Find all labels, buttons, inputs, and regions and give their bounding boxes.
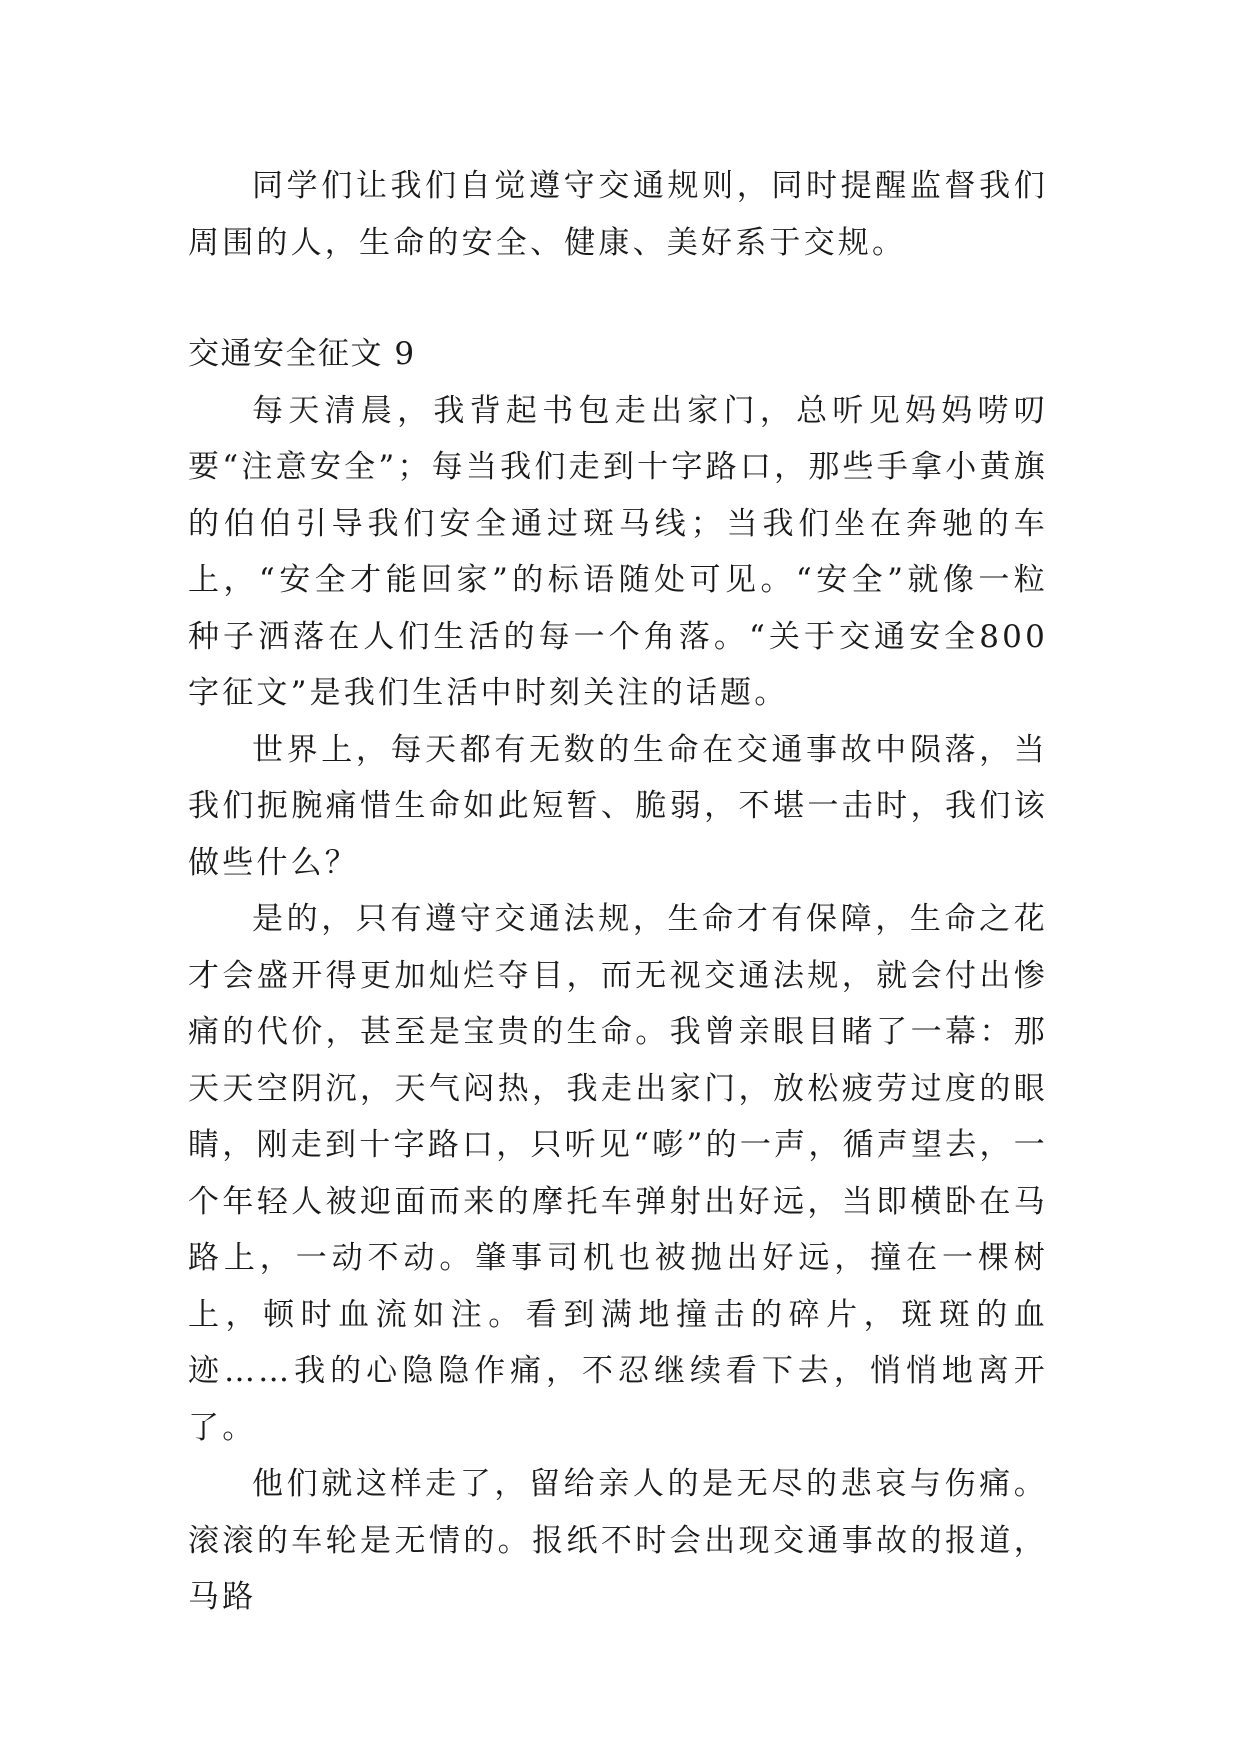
paragraph-1: 每天清晨，我背起书包走出家门，总听见妈妈唠叨要“注意安全”；每当我们走到十字路口，那些手拿小黄旗的伯伯引导我们安全通过斑马线；当我们坐在奔驰的车上，“安全才能回家”的标语随处可见。“安全”就像一粒种子洒落在人们生活的每一个角落。“关于交通安全800字征文”是我们生活中时刻关注的话题。 — [188, 392, 1048, 711]
paragraph-4: 他们就这样走了，留给亲人的是无尽的悲哀与伤痛。滚滚的车轮是无情的。报纸不时会出现交通事故的报道，马路 — [188, 1466, 1048, 1615]
section-title: 交通安全征文 9 — [188, 336, 416, 372]
document-body — [188, 158, 1048, 1626]
paragraph-3: 是的，只有遵守交通法规，生命才有保障，生命之花才会盛开得更加灿烂夺目，而无视交通法规，就会付出惨痛的代价，甚至是宝贵的生命。我曾亲眼目睹了一幕：那天天空阴沉，天气闷热，我走出家门，放松疲劳过度的眼睛，刚走到十字路口，只听见“嘭”的一声，循声望去，一个年轻人被迎面而来的摩托车弹射出好远，当即横卧在马路上，一动不动。肇事司机也被抛出好远，撞在一棵树上，顿时血流如注。看到满地撞击的碎片，斑斑的血迹……我的心隐隐作痛，不忍继续看下去，悄悄地离开了。 — [188, 901, 1048, 1446]
paragraph-2: 世界上，每天都有无数的生命在交通事故中陨落，当我们扼腕痛惜生命如此短暂、脆弱，不堪一击时，我们该做些什么？ — [188, 731, 1048, 881]
intro-paragraph: 同学们让我们自觉遵守交通规则，同时提醒监督我们周围的人，生命的安全、健康、美好系于交规。 — [188, 168, 1048, 261]
